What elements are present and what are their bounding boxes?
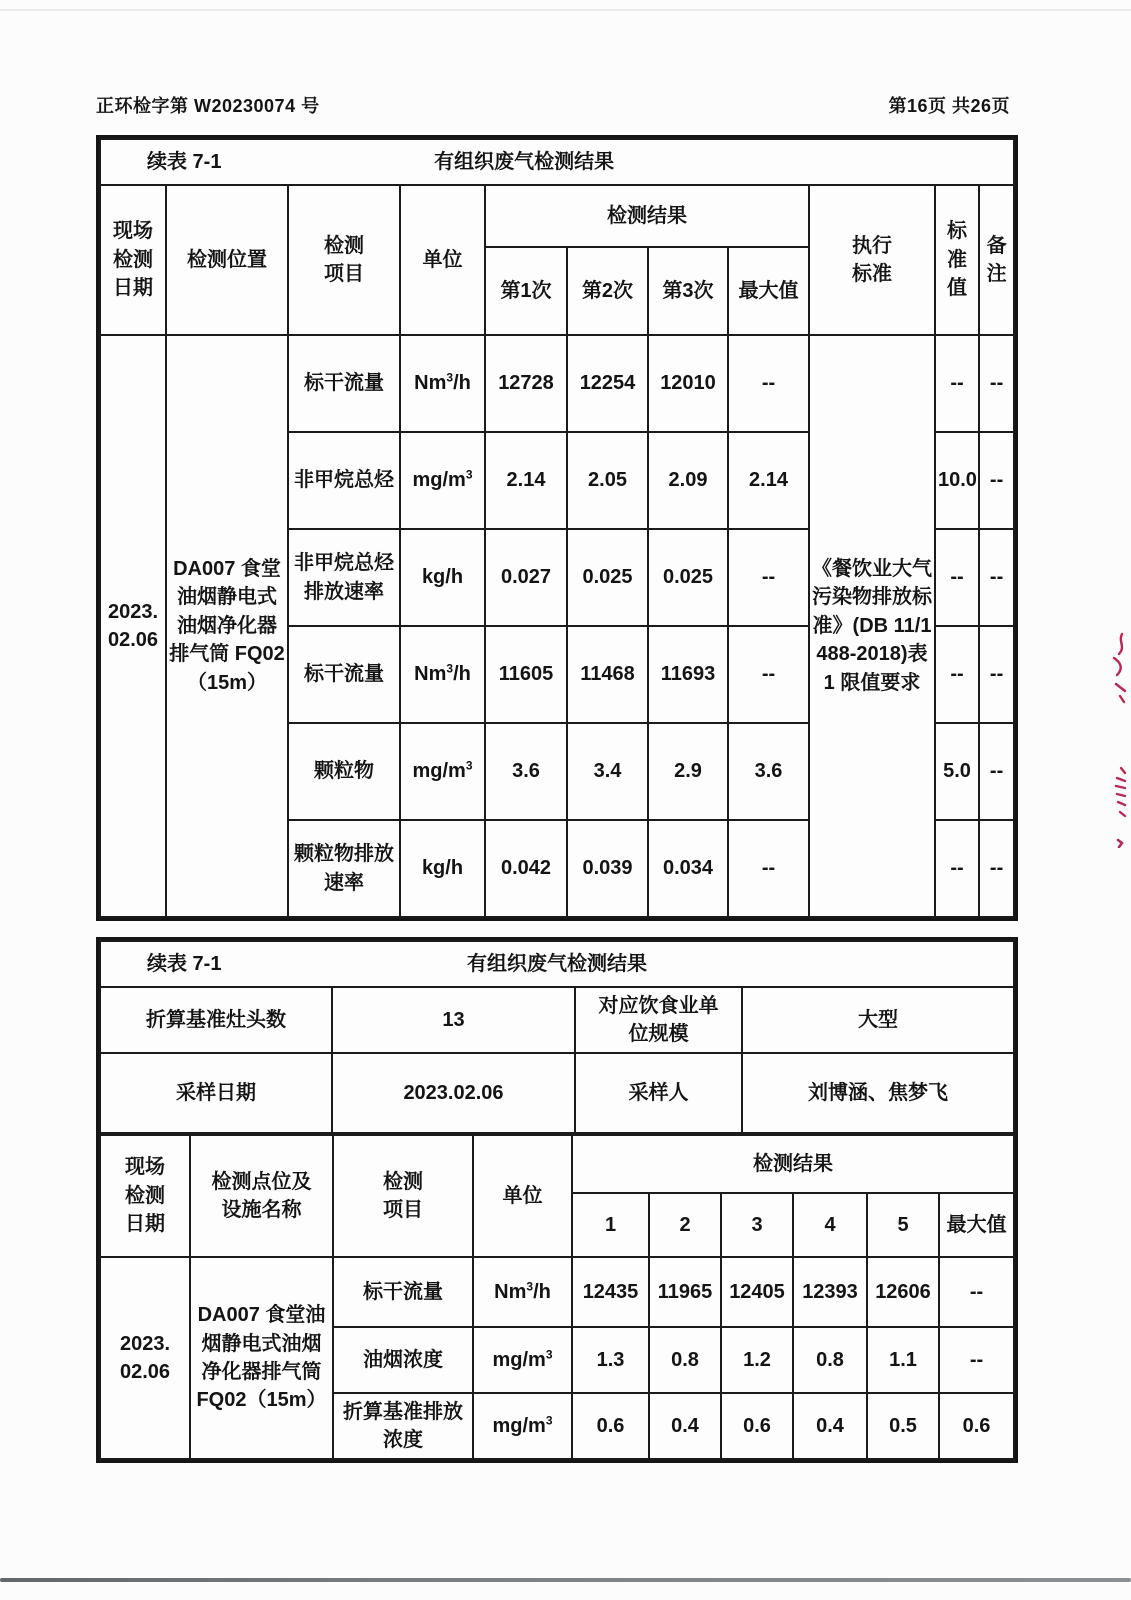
header-col3: 3 [721, 1193, 793, 1257]
header-results: 检测结果 [485, 185, 809, 247]
table2-info [99, 940, 1015, 1134]
header-col4: 4 [793, 1193, 867, 1257]
header-unit: 单位 [473, 1135, 572, 1257]
cell-item: 非甲烷总烃排放速率 [288, 529, 400, 626]
header-col5: 5 [867, 1193, 939, 1257]
cell-max: -- [939, 1327, 1014, 1393]
header-col1: 1 [572, 1193, 649, 1257]
table1-title-row [100, 139, 1014, 185]
cell-item: 标干流量 [288, 335, 400, 432]
cell-unit: kg/h [400, 529, 485, 626]
table1-continued-label: 续表 7-1 [147, 150, 222, 173]
cell-item: 折算基准排放浓度 [333, 1393, 473, 1459]
header-unit: 单位 [400, 185, 485, 335]
header-item: 检测项目 [288, 185, 400, 335]
header-point-name: 检测点位及设施名称 [190, 1135, 333, 1257]
cell-r5: 1.1 [867, 1327, 939, 1393]
header-max: 最大值 [939, 1193, 1014, 1257]
cell-max: 2.14 [728, 432, 809, 529]
cell-limit: -- [935, 626, 979, 723]
cell-unit: $mg/m^3$ [473, 1327, 572, 1393]
table2-organized-exhaust-results [96, 937, 1018, 1463]
page-indicator: 第16页 共26页 [888, 96, 1010, 116]
cell-run2: 12254 [567, 335, 648, 432]
cell-run2: 3.4 [567, 723, 648, 820]
cell-unit: Nm$^3$/h [400, 335, 485, 432]
header-run2: 第2次 [567, 247, 648, 335]
table2-continued-label: 续表 7-1 [147, 952, 222, 975]
cell-r2: 11965 [649, 1257, 721, 1327]
red-stamp-fragment [1115, 838, 1125, 848]
header-limit: 标准值 [935, 185, 979, 335]
label-stove-count: 折算基准灶头数 [100, 987, 332, 1053]
table1 [99, 138, 1015, 918]
cell-run2: 2.05 [567, 432, 648, 529]
cell-unit: $mg/m^3$ [473, 1393, 572, 1459]
cell-remark: -- [979, 432, 1014, 529]
cell-item: 颗粒物 [288, 723, 400, 820]
cell-run2: 0.039 [567, 820, 648, 917]
scan-artifact-top-line [0, 9, 1131, 11]
cell-max: -- [728, 529, 809, 626]
header-run1: 第1次 [485, 247, 567, 335]
cell-unit: kg/h [400, 820, 485, 917]
cell-item: 标干流量 [288, 626, 400, 723]
cell-r3: 1.2 [721, 1327, 793, 1393]
cell-run2: 11468 [567, 626, 648, 723]
cell-run1: 12728 [485, 335, 567, 432]
cell-limit: 10.0 [935, 432, 979, 529]
cell-run3: 0.025 [648, 529, 728, 626]
cell-r3: 12405 [721, 1257, 793, 1327]
cell-remark: -- [979, 335, 1014, 432]
value-stove-count: 13 [332, 987, 575, 1053]
label-business-scale: 对应饮食业单位规模 [575, 987, 742, 1053]
doc-number: 正环检字第 W20230074 号 [96, 96, 320, 116]
cell-run3: 0.034 [648, 820, 728, 917]
cell-run2: 0.025 [567, 529, 648, 626]
page-header [96, 92, 1010, 118]
cell-unit: $mg/m^3$ [400, 723, 485, 820]
cell-limit: -- [935, 529, 979, 626]
cell-max: 3.6 [728, 723, 809, 820]
cell-limit: -- [935, 820, 979, 917]
table1-organized-exhaust-results [96, 135, 1018, 921]
cell-r3: 0.6 [721, 1393, 793, 1459]
cell-r4: 0.8 [793, 1327, 867, 1393]
cell-max: -- [939, 1257, 1014, 1327]
header-remark: 备注 [979, 185, 1014, 335]
cell-r5: 12606 [867, 1257, 939, 1327]
cell-run1: 0.042 [485, 820, 567, 917]
cell-remark: -- [979, 626, 1014, 723]
table2-results [99, 1134, 1015, 1460]
value-sampler: 刘博涵、焦梦飞 [742, 1053, 1014, 1133]
cell-unit: Nm$^3$/h [400, 626, 485, 723]
cell-max: -- [728, 626, 809, 723]
cell-r4: 12393 [793, 1257, 867, 1327]
cell-location: DA007 食堂油烟静电式油烟净化器排气筒 FQ02（15m） [190, 1257, 333, 1459]
cell-standard: 《餐饮业大气污染物排放标准》(DB 11/1488-2018)表 1 限值要求 [809, 335, 935, 917]
cell-remark: -- [979, 723, 1014, 820]
label-sampler: 采样人 [575, 1053, 742, 1133]
red-stamp-fragment [1108, 630, 1130, 708]
header-col2: 2 [649, 1193, 721, 1257]
cell-run3: 2.9 [648, 723, 728, 820]
cell-run1: 2.14 [485, 432, 567, 529]
cell-r5: 0.5 [867, 1393, 939, 1459]
header-standard: 执行标准 [809, 185, 935, 335]
cell-r1: 12435 [572, 1257, 649, 1327]
cell-run3: 11693 [648, 626, 728, 723]
value-business-scale: 大型 [742, 987, 1014, 1053]
table1-title: 有组织废气检测结果 [434, 150, 615, 173]
cell-r1: 1.3 [572, 1327, 649, 1393]
cell-r1: 0.6 [572, 1393, 649, 1459]
cell-max: -- [728, 335, 809, 432]
cell-limit: 5.0 [935, 723, 979, 820]
cell-run1: 3.6 [485, 723, 567, 820]
cell-location: DA007 食堂油烟静电式油烟净化器排气筒 FQ02（15m） [166, 335, 288, 917]
cell-unit: $mg/m^3$ [400, 432, 485, 529]
cell-site-date: 2023.02.06 [100, 1257, 190, 1459]
cell-item: 油烟浓度 [333, 1327, 473, 1393]
cell-run3: 12010 [648, 335, 728, 432]
table2-title-row [100, 941, 1014, 987]
scan-artifact-bottom-line [0, 1578, 1131, 1582]
cell-max: 0.6 [939, 1393, 1014, 1459]
cell-r4: 0.4 [793, 1393, 867, 1459]
cell-item: 颗粒物排放速率 [288, 820, 400, 917]
header-run3: 第3次 [648, 247, 728, 335]
cell-run1: 11605 [485, 626, 567, 723]
cell-r2: 0.8 [649, 1327, 721, 1393]
red-stamp-fragment [1109, 766, 1129, 822]
value-sample-date: 2023.02.06 [332, 1053, 575, 1133]
cell-site-date: 2023.02.06 [100, 335, 166, 917]
table2-title: 有组织废气检测结果 [467, 952, 647, 975]
cell-remark: -- [979, 820, 1014, 917]
header-site-date: 现场检测日期 [100, 1135, 190, 1257]
cell-limit: -- [935, 335, 979, 432]
header-item: 检测项目 [333, 1135, 473, 1257]
cell-item: 非甲烷总烃 [288, 432, 400, 529]
cell-r2: 0.4 [649, 1393, 721, 1459]
label-sample-date: 采样日期 [100, 1053, 332, 1133]
cell-item: 标干流量 [333, 1257, 473, 1327]
cell-run1: 0.027 [485, 529, 567, 626]
header-location: 检测位置 [166, 185, 288, 335]
header-results: 检测结果 [572, 1135, 1014, 1193]
header-max: 最大值 [728, 247, 809, 335]
cell-remark: -- [979, 529, 1014, 626]
cell-unit: Nm$^3$/h [473, 1257, 572, 1327]
cell-run3: 2.09 [648, 432, 728, 529]
header-site-date: 现场检测日期 [100, 185, 166, 335]
cell-max: -- [728, 820, 809, 917]
